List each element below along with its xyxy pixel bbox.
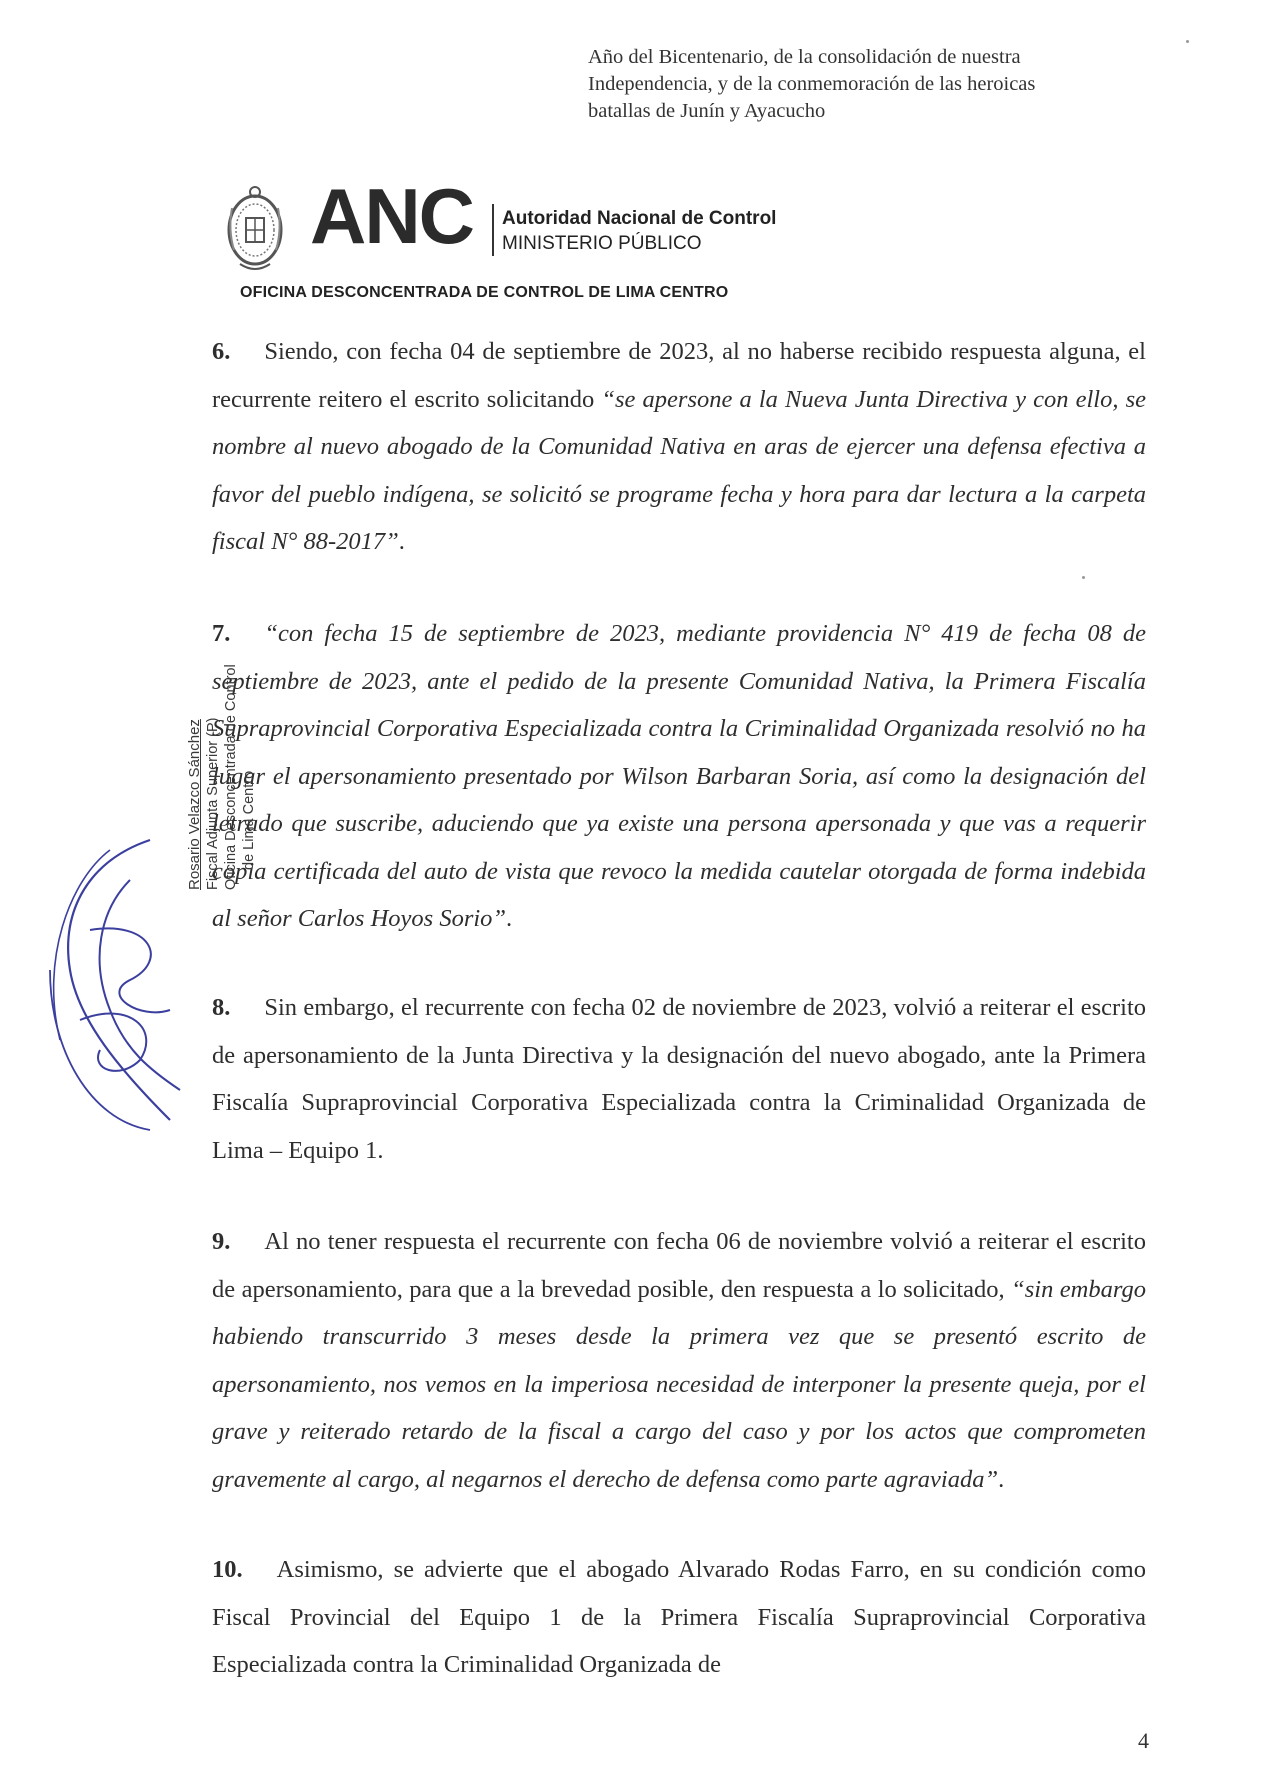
paragraph-text: Sin embargo, el recurrente con fecha 02 de noviembre de 2023, volvió a reiterar el escrito de apersonamiento de la Junta Directiva y la designación del nuevo abogado, ante la Primera Fiscalía Supraprovincial Corporativa Especializada contra la Criminalidad Organizada de Lima – Equipo 1. [212, 994, 1146, 1164]
letterhead [222, 172, 862, 301]
paragraph-7 [212, 610, 1146, 943]
paragraph-number: 6. [212, 338, 231, 365]
office-name: OFICINA DESCONCENTRADA DE CONTROL DE LIMA CENTRO [240, 284, 729, 301]
paragraph-number: 9. [212, 1228, 231, 1255]
paragraph-end: . [998, 1465, 1005, 1493]
year-motto [588, 44, 1148, 125]
paragraph-number: 10. [212, 1556, 243, 1583]
scan-speck [1186, 40, 1189, 43]
stamp-name: Rosario Velazco Sánchez [186, 719, 203, 890]
organization-subtitle: MINISTERIO PÚBLICO [502, 233, 702, 254]
anc-logo: ANC [310, 172, 473, 260]
stamp-role: Fiscal Adjunta Superior (P) [205, 717, 221, 890]
handwritten-signature [30, 820, 200, 1140]
paragraph-end: . [398, 528, 405, 555]
page-number: 4 [1138, 1728, 1149, 1753]
paragraph-text: Al no tener respuesta el recurrente con fecha 06 de noviembre volvió a reiterar el escrito de apersonamiento, para que a la brevedad posible, den respuesta a lo solicitado, [212, 1228, 1146, 1303]
paragraph-number: 8. [212, 994, 231, 1021]
header-divider [492, 204, 494, 256]
paragraph-quote: “con fecha 15 de septiembre de 2023, mediante providencia N° 419 de fecha 08 de septiembre de 2023, ante el pedido de la presente Comunidad Nativa, la Primera Fiscalía Supraprovincial Corporativa Especializada contra la Criminalidad Organizada resolvió no ha lugar el apersonamiento presentado por Wilson Barbaran Soria, así como la designación del letrado que suscribe, aduciendo que ya existe una persona apersonada y que vas a requerir copia certificada del auto de vista que revoco la medida cautelar otorgada de forma indebida al señor Carlos Hoyos Sorio” [212, 620, 1146, 932]
paragraph-10 [212, 1546, 1146, 1689]
paragraph-quote: “se apersone a la Nueva Junta Directiva y con ello, se nombre al nuevo abogado de la Comunidad Nativa en aras de ejercer una defensa efectiva a favor del pueblo indígena, se solicitó se programe fecha y hora para dar lectura a la carpeta fiscal N° 88-2017” [212, 385, 1146, 555]
paragraph-text: Asimismo, se advierte que el abogado Alvarado Rodas Farro, en su condición como Fiscal Provincial del Equipo 1 de la Primera Fiscalía Supraprovincial Corporativa Especializada contra la Criminalidad Organizada de [212, 1556, 1146, 1678]
stamp-office: Oficina Desconcentrada de Control [223, 664, 239, 890]
paragraph-9 [212, 1218, 1146, 1503]
motto-line-1: Año del Bicentenario, de la consolidación de nuestra [588, 46, 1021, 68]
paragraph-text: Siendo, con fecha 04 de septiembre de 2023, al no haberse recibido respuesta alguna, el recurrente reitero el escrito solicitando [212, 338, 1146, 413]
paragraph-quote: “sin embargo habiendo transcurrido 3 meses desde la primera vez que se presentó escrito de apersonamiento, nos vemos en la imperiosa necesidad de interponer la presente queja, por el grave y reiterado retardo de la fiscal a cargo del caso y por los actos que comprometen gravemente al cargo, al negarnos el derecho de defensa como parte agraviada” [212, 1275, 1146, 1493]
scan-speck [1082, 576, 1085, 579]
stamp-office-location: de Lima Centro [241, 770, 257, 870]
organization-name: Autoridad Nacional de Control [502, 208, 777, 229]
official-stamp [186, 530, 296, 890]
paragraph-number: 7. [212, 620, 231, 647]
motto-line-3: batallas de Junín y Ayacucho [588, 100, 826, 122]
paragraph-6 [212, 328, 1146, 566]
motto-line-2: Independencia, y de la conmemoración de las heroicas [588, 73, 1036, 95]
national-seal-icon [222, 178, 292, 278]
paragraph-8 [212, 984, 1146, 1174]
paragraph-end: . [506, 905, 513, 932]
